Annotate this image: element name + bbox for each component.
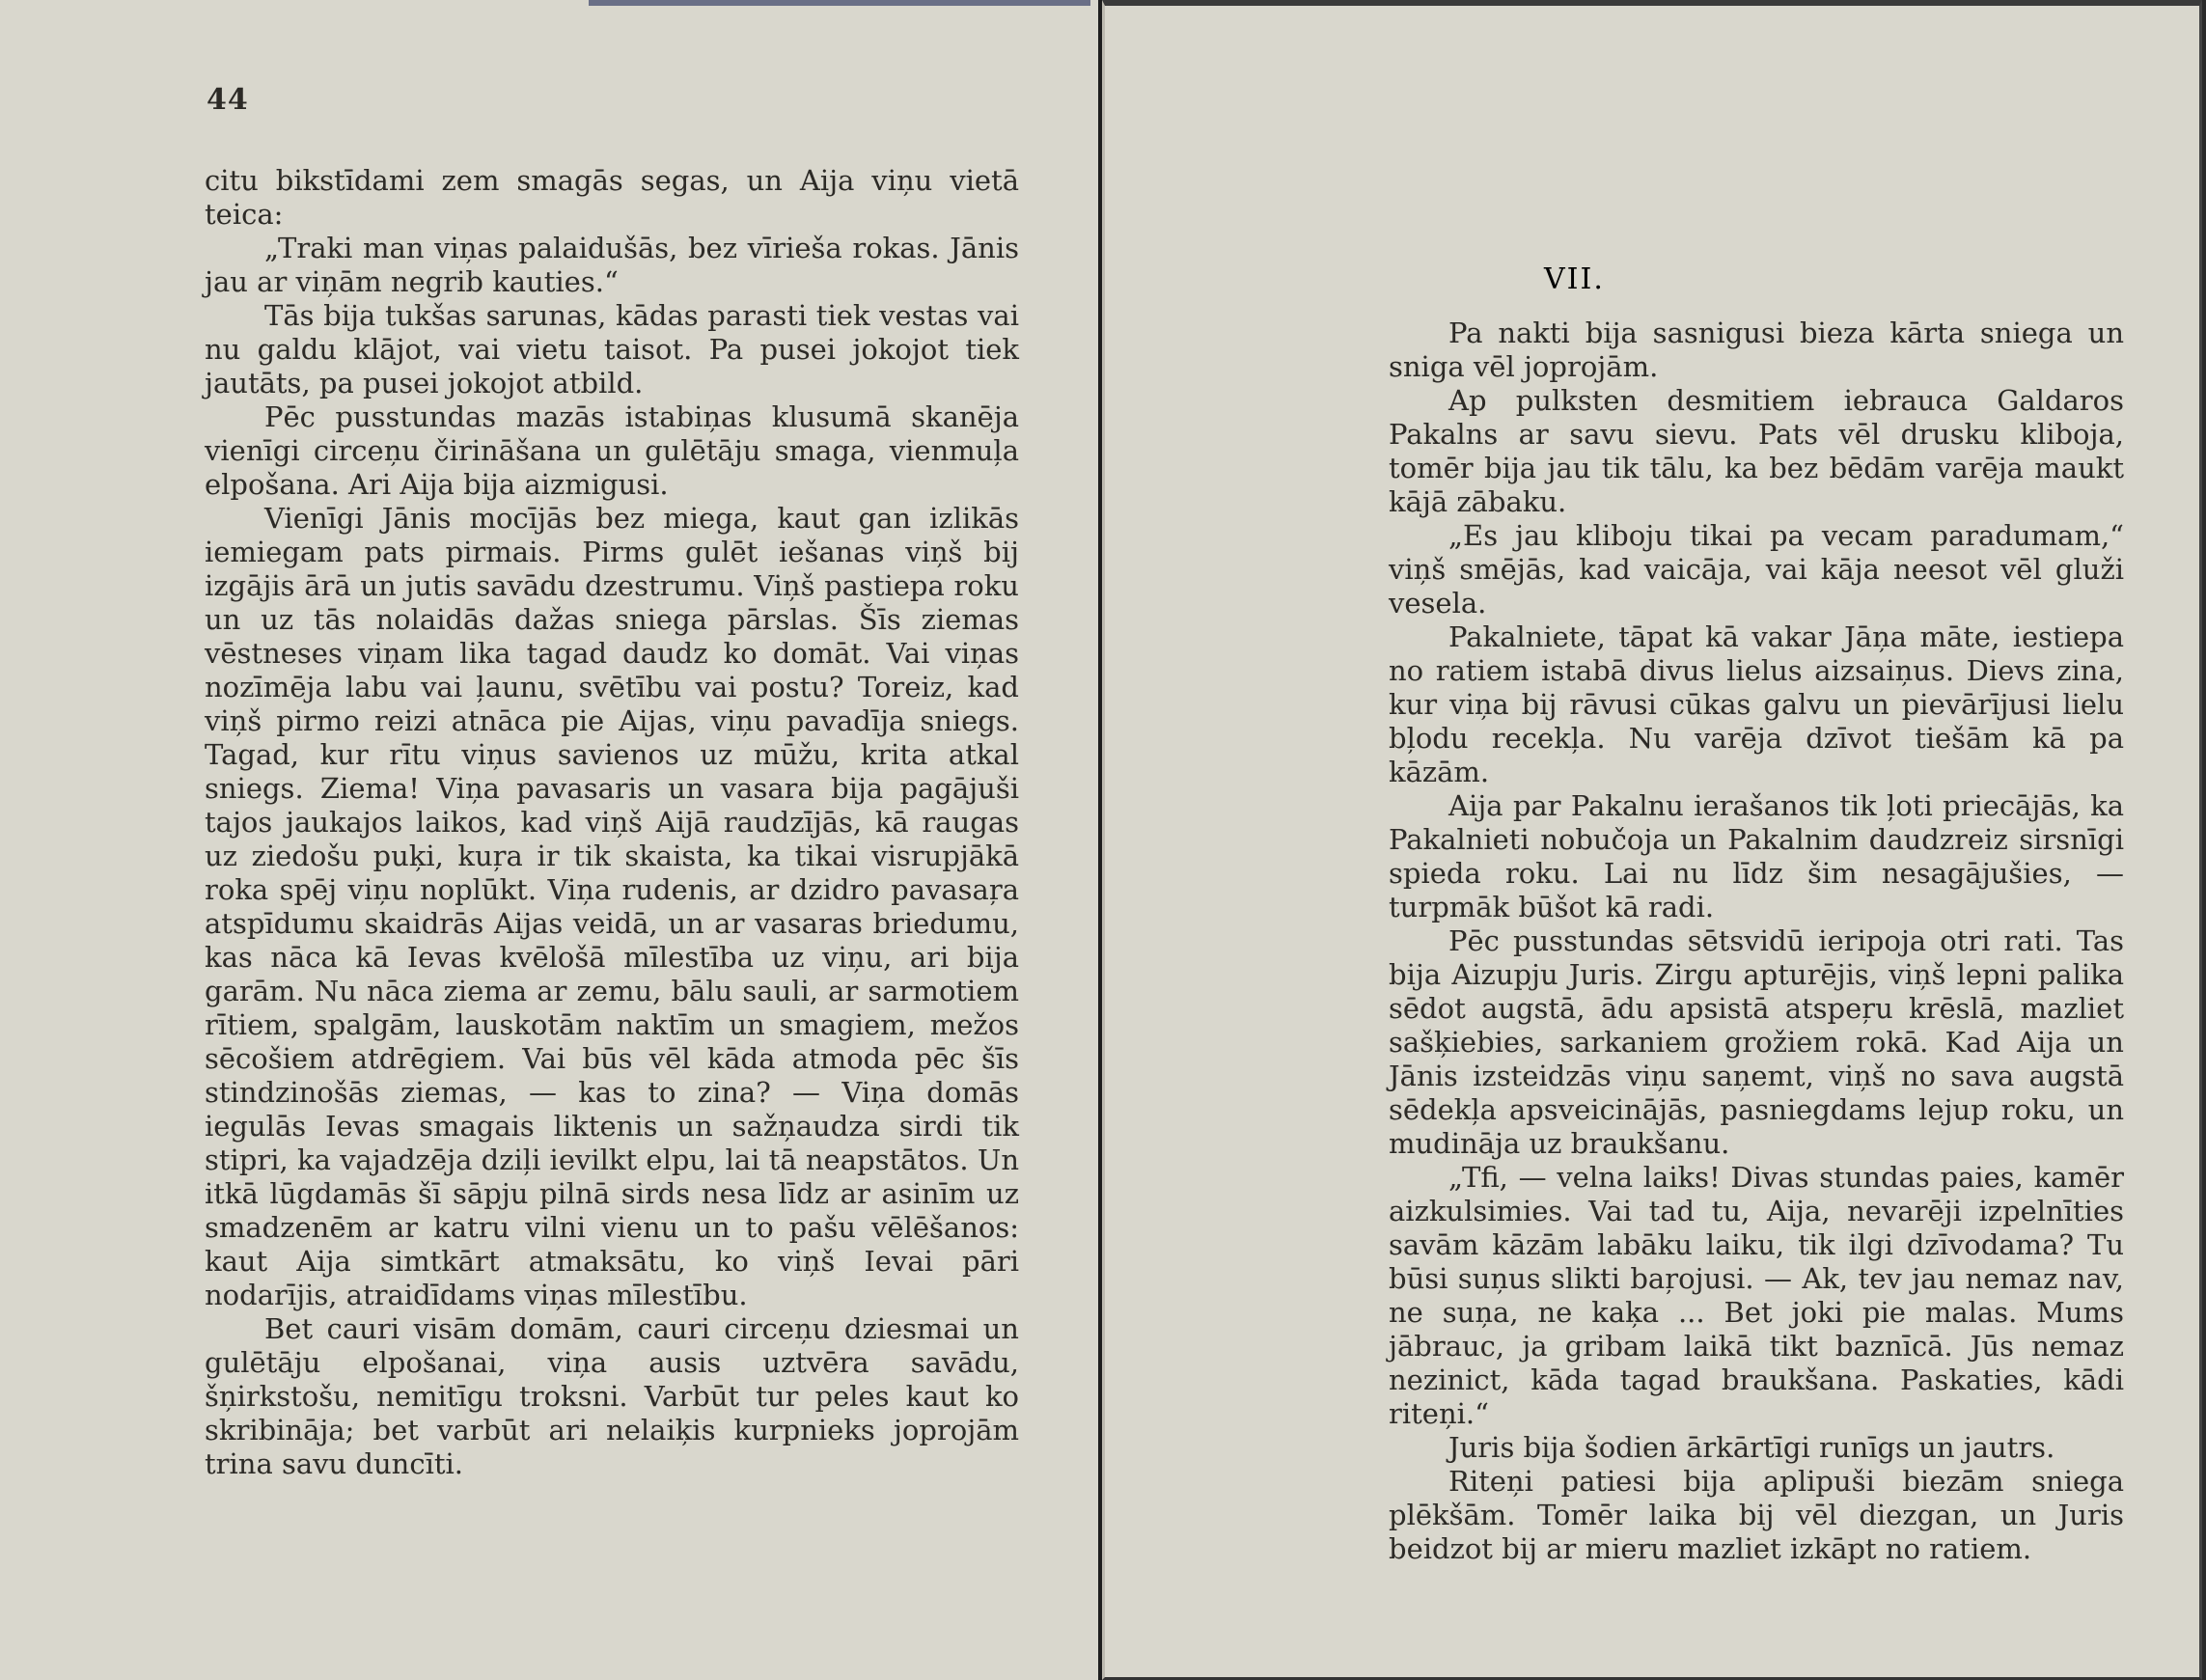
- paragraph: Aija par Pakalnu ierašanos tik ļoti priecājās, ka Pakalnieti nobučoja un Pakalnim daudzreiz sirsnīgi spieda roku. Lai nu līdz šim nesagājušies, — turpmāk būšot kā radi.: [1389, 789, 2124, 923]
- paragraph: Pēc pusstundas mazās istabiņas klusumā skanēja vienīgi circeņu čirināšana un gulētāju smaga, vienmuļa elpošana. Ari Aija bija aizmigusi.: [205, 400, 1019, 501]
- left-page-text: [205, 164, 1019, 1481]
- paragraph: Ap pulksten desmitiem iebrauca Galdaros Pakalns ar savu sievu. Pats vēl drusku kliboja, tomēr bija jau tik tālu, ka bez bēdām varēja maukt kājā zābaku.: [1389, 384, 2124, 518]
- paragraph: Bet cauri visām domām, cauri circeņu dziesmai un gulētāju elpošanai, viņa ausis uztvēra savādu, šņirkstošu, nemitīgu troksni. Varbūt tur peles kaut ko skribināja; bet varbūt ari nelaiķis kurpnieks joprojām trina savu duncīti.: [205, 1312, 1019, 1480]
- paragraph: Pēc pusstundas sētsvidū ieripoja otri rati. Tas bija Aizupju Juris. Zirgu apturējis, viņš lepni palika sēdot augstā, ādu apsistā atspeŗu krēslā, mazliet sašķiebies, sarkaniem grožiem rokā. Kad Aija un Jānis izsteidzās viņu saņemt, viņš no sava augstā sēdekļa apsveicinājās, pasniegdams lejup roku, un mudināja uz braukšanu.: [1389, 924, 2124, 1160]
- page-number: 44: [207, 83, 249, 117]
- right-page: [1102, 0, 2202, 1680]
- paragraph: „Tfi, — velna laiks! Divas stundas paies, kamēr aizkulsimies. Vai tad tu, Aija, nevarēji izpelnīties savām kāzām labāku laiku, tik ilgi dzīvodama? Tu būsi suņus slikti baŗojusi. — Ak, tev jau nemaz nav, ne suņa, ne kaķa ... Bet joki pie malas. Mums jābrauc, ja gribam laikā tikt baznīcā. Jūs nemaz nezinict, kāda tagad braukšana. Paskaties, kādi riteņi.“: [1389, 1161, 2124, 1430]
- paragraph: Pa nakti bija sasnigusi bieza kārta sniega un sniga vēl joprojām.: [1389, 317, 2124, 383]
- page-edge-shadow: [589, 0, 1090, 6]
- chapter-title: VII.: [1544, 262, 1605, 296]
- paragraph: „Es jau kliboju tikai pa vecam paradumam,“ viņš smējās, kad vaicāja, vai kāja neesot vēl gluži vesela.: [1389, 519, 2124, 620]
- paragraph: „Traki man viņas palaidušās, bez vīrieša rokas. Jānis jau ar viņām negrib kauties.“: [205, 232, 1019, 298]
- paragraph: Vienīgi Jānis mocījās bez miega, kaut gan izlikās iemiegam pats pirmais. Pirms gulēt iešanas viņš bij izgājis ārā un jutis savādu dzestrumu. Viņš pastiepa roku un uz tās nolaidās dažas sniega pārslas. Šīs ziemas vēstneses viņam lika tagad daudz ko domāt. Vai viņas nozīmēja labu vai ļaunu, svētību vai postu? Toreiz, kad viņš pirmo reizi atnāca pie Aijas, viņu pavadīja sniegs. Tagad, kur rītu viņus savienos uz mūžu, krita atkal sniegs. Ziema! Viņa pavasaris un vasara bija pagājuši tajos jaukajos laikos, kad viņš Aijā raudzījās, kā raugas uz ziedošu puķi, kuŗa ir tik skaista, ka tikai visrupjākā roka spēj viņu noplūkt. Viņa rudenis, ar dzidro pavasaŗa atspīdumu skaidrās Aijas veidā, un ar vasaras briedumu, kas nāca kā Ievas kvēlošā mīlestība uz viņu, ari bija garām. Nu nāca ziema ar zemu, bālu sauli, ar sarmotiem rītiem, spalgām, lauskotām naktīm un smagiem, mežos sēcošiem atdrēgiem. Vai būs vēl kāda atmoda pēc šīs stindzinošās ziemas, — kas to zina? — Viņa domās iegulās Ievas smagais liktenis un sažņaudza sirdi tik stipri, ka vajadzēja dziļi ievilkt elpu, lai tā neapstātos. Un itkā lūgdamās šī sāpju pilnā sirds nesa līdz ar asinīm uz smadzenēm ar katru vilni vienu un to pašu vēlēšanos: kaut Aija simtkārt atmaksātu, ko viņš Ievai pāri nodarījis, atraidīdams viņas mīlestību.: [205, 502, 1019, 1311]
- right-page-text: [1389, 317, 2124, 1566]
- paragraph: Tās bija tukšas sarunas, kādas parasti tiek vestas vai nu galdu klājot, vai vietu taisot. Pa pusei jokojot tiek jautāts, pa pusei jokojot atbild.: [205, 299, 1019, 399]
- paragraph: Riteņi patiesi bija aplipuši biezām sniega plēkšām. Tomēr laika bij vēl diezgan, un Juris beidzot bij ar mieru mazliet izkāpt no ratiem.: [1389, 1465, 2124, 1565]
- left-page: [0, 0, 1102, 1680]
- paragraph: citu bikstīdami zem smagās segas, un Aija viņu vietā teica:: [205, 164, 1019, 231]
- paragraph: Pakalniete, tāpat kā vakar Jāņa māte, iestiepa no ratiem istabā divus lielus aizsaiņus. Dievs zina, kur viņa bij rāvusi cūkas galvu un pievārījusi lielu bļodu recekļa. Nu varēja dzīvot tiešām kā pa kāzām.: [1389, 620, 2124, 788]
- paragraph: Juris bija šodien ārkārtīgi runīgs un jautrs.: [1448, 1431, 2055, 1464]
